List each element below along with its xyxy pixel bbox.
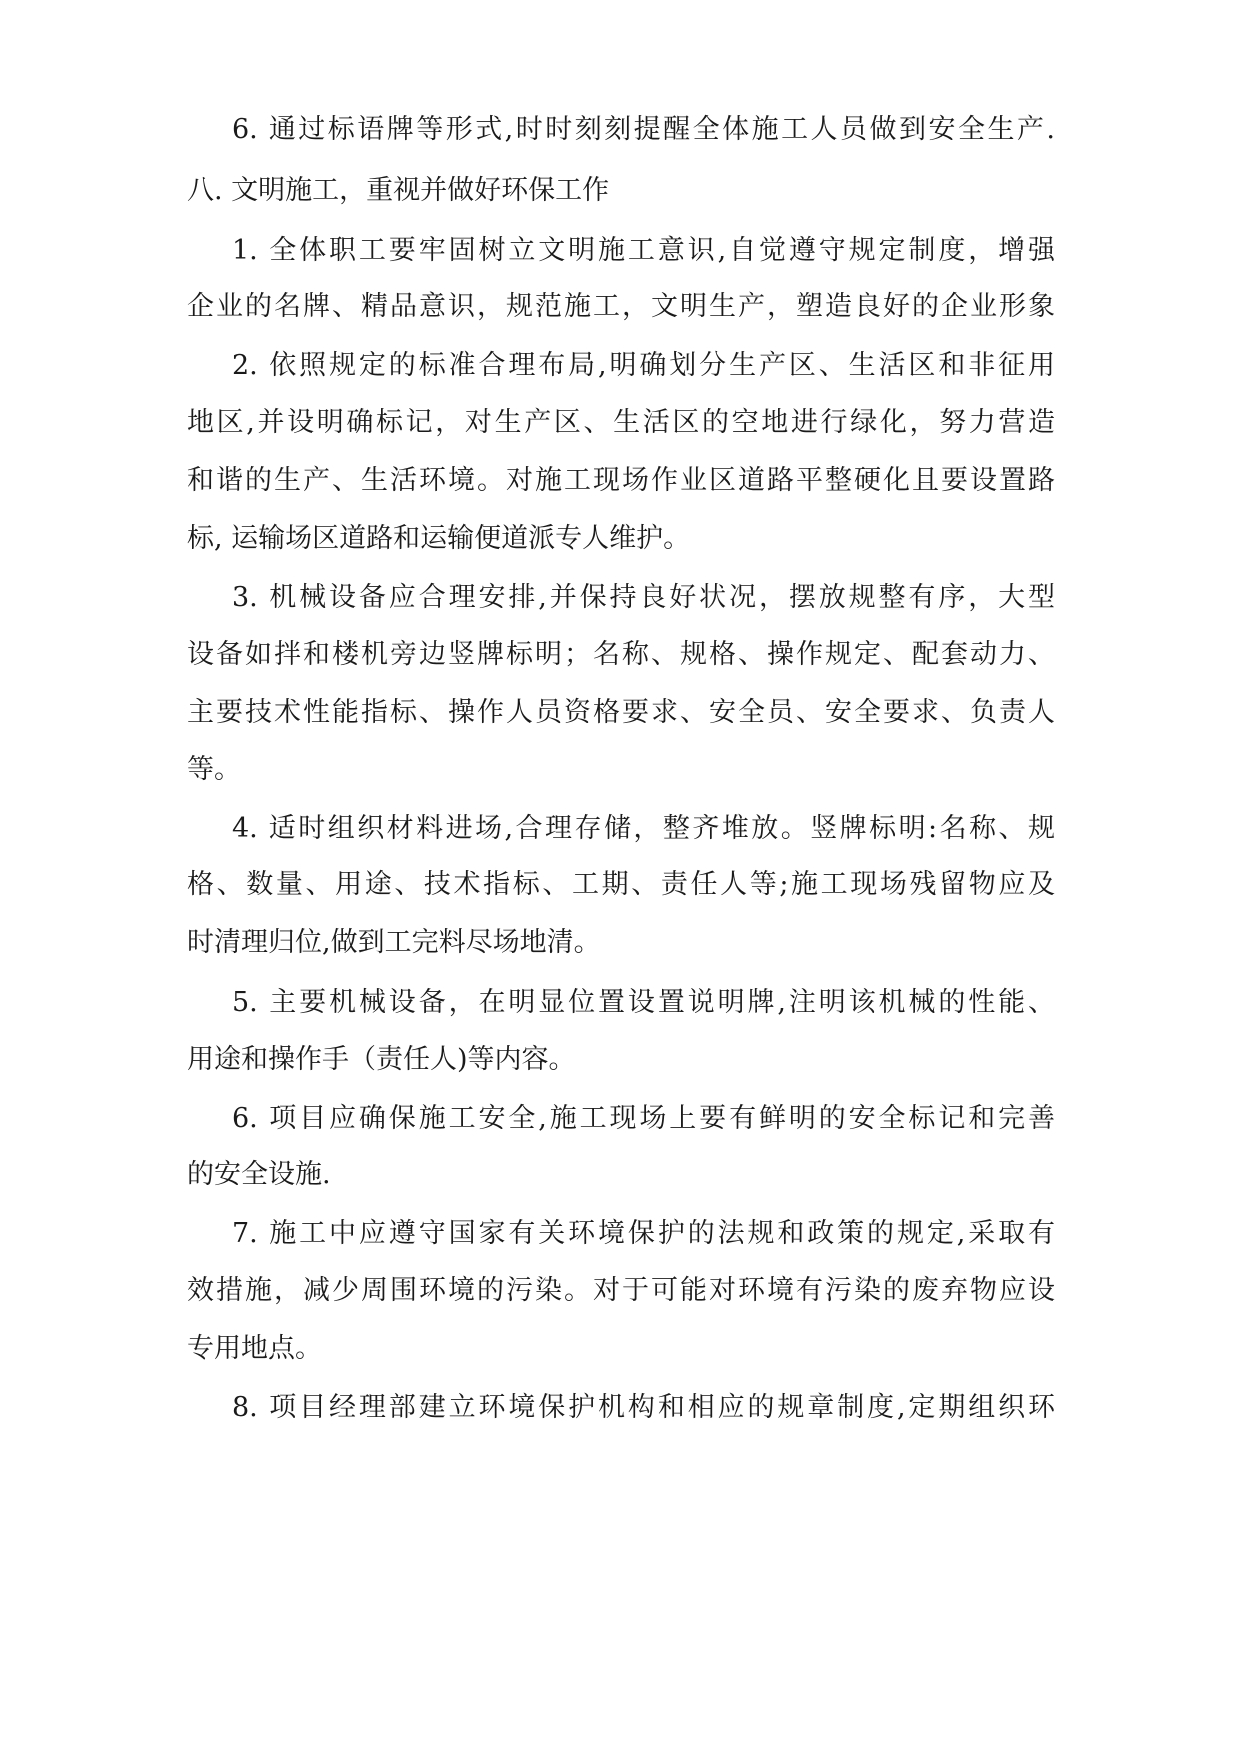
- text-line: 效措施，减少周围环境的污染。对于可能对环境有污染的废弃物应设: [187, 1275, 1055, 1306]
- text-line: 4. 适时组织材料进场,合理存储，整齐堆放。竖牌标明:名称、规: [232, 813, 1055, 844]
- text-line: 专用地点。: [187, 1333, 322, 1364]
- text-line: 2. 依照规定的标准合理布局,明确划分生产区、生活区和非征用: [232, 350, 1055, 381]
- text-line: 等。: [187, 754, 241, 785]
- text-line: 和谐的生产、生活环境。对施工现场作业区道路平整硬化且要设置路: [187, 465, 1055, 496]
- text-line: 6. 通过标语牌等形式,时时刻刻提醒全体施工人员做到安全生产.: [232, 114, 1055, 145]
- text-line: 时清理归位,做到工完料尽场地清。: [187, 927, 601, 958]
- text-line: 8. 项目经理部建立环境保护机构和相应的规章制度,定期组织环: [232, 1392, 1055, 1423]
- text-line: 的安全设施.: [187, 1159, 331, 1190]
- text-line: 5. 主要机械设备，在明显位置设置说明牌,注明该机械的性能、: [232, 987, 1055, 1018]
- text-line: 7. 施工中应遵守国家有关环境保护的法规和政策的规定,采取有: [232, 1218, 1055, 1249]
- text-line: 格、数量、用途、技术指标、工期、责任人等;施工现场残留物应及: [187, 869, 1055, 900]
- text-line: 3. 机械设备应合理安排,并保持良好状况，摆放规整有序，大型: [232, 582, 1055, 613]
- text-line: 用途和操作手（责任人)等内容。: [187, 1044, 576, 1075]
- text-line: 1. 全体职工要牢固树立文明施工意识,自觉遵守规定制度，增强: [232, 235, 1055, 266]
- text-line: 设备如拌和楼机旁边竖牌标明；名称、规格、操作规定、配套动力、: [187, 639, 1055, 670]
- section-heading: 八. 文明施工，重视并做好环保工作: [187, 175, 610, 206]
- text-line: 6. 项目应确保施工安全,施工现场上要有鲜明的安全标记和完善: [232, 1103, 1055, 1134]
- text-line: 地区,并设明确标记，对生产区、生活区的空地进行绿化，努力营造: [187, 407, 1055, 438]
- text-line: 标, 运输场区道路和运输便道派专人维护。: [187, 523, 691, 554]
- text-line: 企业的名牌、精品意识，规范施工，文明生产，塑造良好的企业形象: [187, 291, 1055, 322]
- text-line: 主要技术性能指标、操作人员资格要求、安全员、安全要求、负责人: [187, 697, 1055, 728]
